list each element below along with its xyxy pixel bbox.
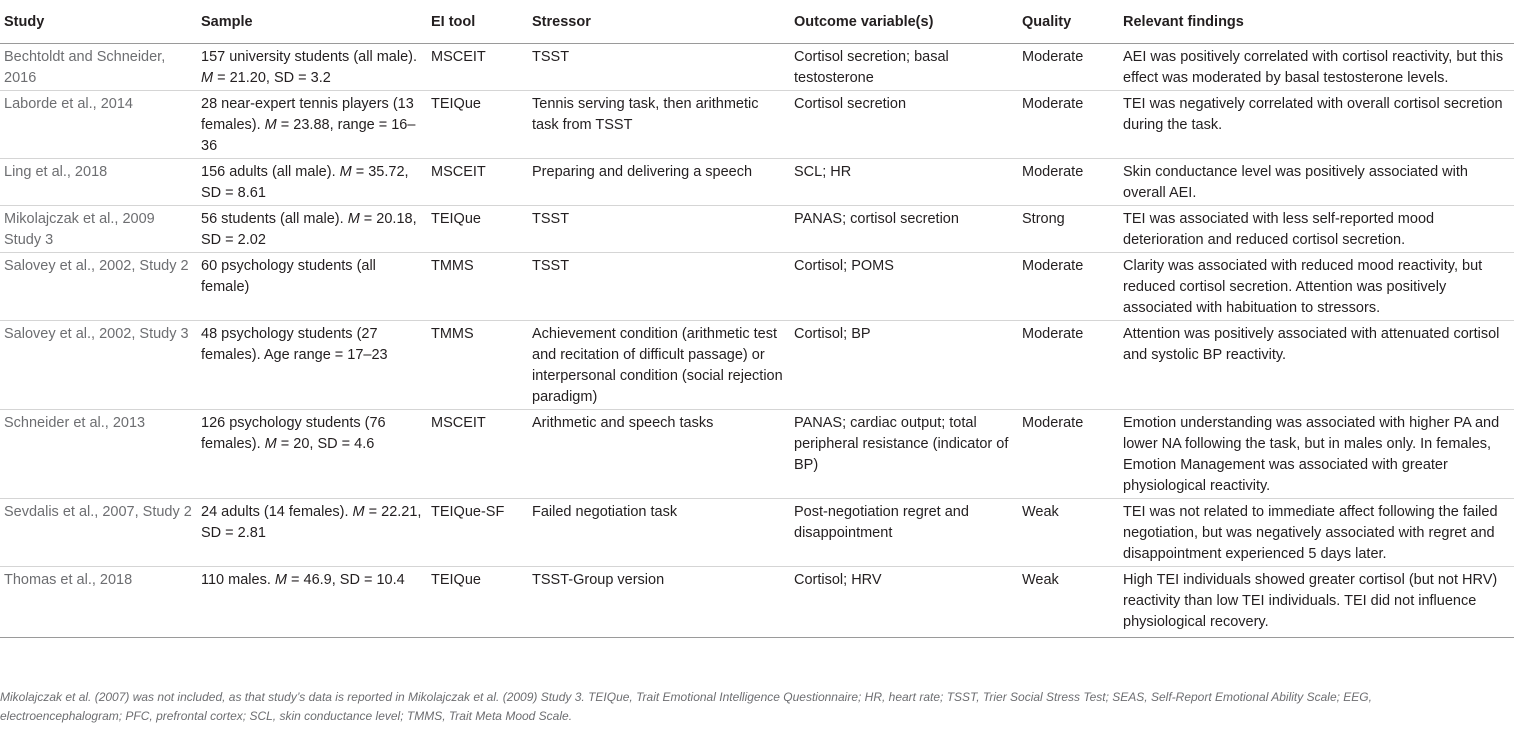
cell-quality: Moderate bbox=[1018, 321, 1119, 410]
cell-sample: 157 university students (all male). M = 21.20, SD = 3.2 bbox=[197, 44, 427, 91]
table-body bbox=[0, 44, 1514, 638]
cell-quality: Weak bbox=[1018, 499, 1119, 567]
cell-ei-tool: MSCEIT bbox=[427, 44, 528, 91]
cell-findings: TEI was not related to immediate affect following the failed negotiation, but was negatively associated with regret and disappointment experienced 5 days later. bbox=[1119, 499, 1514, 567]
cell-ei-tool: TMMS bbox=[427, 253, 528, 321]
cell-ei-tool: TEIQue bbox=[427, 567, 528, 638]
cell-stressor: TSST bbox=[528, 206, 790, 253]
cell-quality: Moderate bbox=[1018, 410, 1119, 499]
cell-findings: TEI was negatively correlated with overall cortisol secretion during the task. bbox=[1119, 91, 1514, 159]
cell-sample: 156 adults (all male). M = 35.72, SD = 8.61 bbox=[197, 159, 427, 206]
cell-outcome: Cortisol secretion; basal testosterone bbox=[790, 44, 1018, 91]
mean-symbol: M bbox=[339, 164, 352, 180]
header-sample: Sample bbox=[197, 2, 427, 44]
cell-ei-tool: MSCEIT bbox=[427, 159, 528, 206]
cell-sample: 24 adults (14 females). M = 22.21, SD = 2.81 bbox=[197, 499, 427, 567]
cell-findings: AEI was positively correlated with cortisol reactivity, but this effect was moderated by basal testosterone levels. bbox=[1119, 44, 1514, 91]
cell-findings: Skin conductance level was positively associated with overall AEI. bbox=[1119, 159, 1514, 206]
cell-stressor: Achievement condition (arithmetic test and recitation of difficult passage) or interpersonal condition (social rejection paradigm) bbox=[528, 321, 790, 410]
table-row bbox=[0, 91, 1514, 159]
cell-outcome: Cortisol secretion bbox=[790, 91, 1018, 159]
cell-study: Mikolajczak et al., 2009 Study 3 bbox=[0, 206, 197, 253]
cell-outcome: Post-negotiation regret and disappointment bbox=[790, 499, 1018, 567]
header-stressor: Stressor bbox=[528, 2, 790, 44]
cell-stressor: Failed negotiation task bbox=[528, 499, 790, 567]
cell-sample: 126 psychology students (76 females). M = 20, SD = 4.6 bbox=[197, 410, 427, 499]
cell-outcome: Cortisol; HRV bbox=[790, 567, 1018, 638]
cell-ei-tool: TEIQue bbox=[427, 91, 528, 159]
table-row bbox=[0, 253, 1514, 321]
cell-ei-tool: TMMS bbox=[427, 321, 528, 410]
cell-study: Thomas et al., 2018 bbox=[0, 567, 197, 638]
header-outcome: Outcome variable(s) bbox=[790, 2, 1018, 44]
header-quality: Quality bbox=[1018, 2, 1119, 44]
cell-study: Laborde et al., 2014 bbox=[0, 91, 197, 159]
mean-symbol: M bbox=[201, 70, 214, 86]
table-row bbox=[0, 499, 1514, 567]
cell-study: Schneider et al., 2013 bbox=[0, 410, 197, 499]
header-ei-tool: EI tool bbox=[427, 2, 528, 44]
mean-symbol: M bbox=[347, 211, 360, 227]
table-row bbox=[0, 321, 1514, 410]
cell-sample: 56 students (all male). M = 20.18, SD = 2.02 bbox=[197, 206, 427, 253]
cell-findings: Attention was positively associated with attenuated cortisol and systolic BP reactivity. bbox=[1119, 321, 1514, 410]
cell-sample: 28 near-expert tennis players (13 females). M = 23.88, range = 16–36 bbox=[197, 91, 427, 159]
cell-quality: Moderate bbox=[1018, 91, 1119, 159]
header-row bbox=[0, 2, 1514, 44]
cell-findings: High TEI individuals showed greater cortisol (but not HRV) reactivity than low TEI individuals. TEI did not influence physiological recovery. bbox=[1119, 567, 1514, 638]
cell-outcome: Cortisol; POMS bbox=[790, 253, 1018, 321]
cell-study: Salovey et al., 2002, Study 2 bbox=[0, 253, 197, 321]
cell-findings: Emotion understanding was associated with higher PA and lower NA following the task, but in males only. In females, Emotion Management was associated with greater physiological reactivity. bbox=[1119, 410, 1514, 499]
table-row bbox=[0, 159, 1514, 206]
header-study: Study bbox=[0, 2, 197, 44]
table-row bbox=[0, 44, 1514, 91]
table-row bbox=[0, 567, 1514, 638]
cell-sample: 110 males. M = 46.9, SD = 10.4 bbox=[197, 567, 427, 638]
cell-sample: 48 psychology students (27 females). Age range = 17–23 bbox=[197, 321, 427, 410]
cell-outcome: PANAS; cardiac output; total peripheral resistance (indicator of BP) bbox=[790, 410, 1018, 499]
cell-stressor: TSST-Group version bbox=[528, 567, 790, 638]
cell-ei-tool: MSCEIT bbox=[427, 410, 528, 499]
header-findings: Relevant findings bbox=[1119, 2, 1514, 44]
cell-study: Sevdalis et al., 2007, Study 2 bbox=[0, 499, 197, 567]
cell-findings: TEI was associated with less self-reported mood deterioration and reduced cortisol secretion. bbox=[1119, 206, 1514, 253]
cell-quality: Moderate bbox=[1018, 44, 1119, 91]
table-footnote: Mikolajczak et al. (2007) was not included, as that study’s data is reported in Mikolajczak et al. (2009) Study 3. TEIQue, Trait Emotional Intelligence Questionnaire; HR, heart rate; TSST, Trier Social Stress Test; SEAS, Self-Report Emotional Ability Scale; EEG, electroencephalogram; PFC, prefrontal cortex; SCL, skin conductance level; TMMS, Trait Meta Mood Scale. bbox=[0, 690, 1372, 723]
cell-ei-tool: TEIQue bbox=[427, 206, 528, 253]
mean-symbol: M bbox=[264, 436, 277, 452]
table-row bbox=[0, 206, 1514, 253]
cell-stressor: Tennis serving task, then arithmetic task from TSST bbox=[528, 91, 790, 159]
cell-stressor: Arithmetic and speech tasks bbox=[528, 410, 790, 499]
studies-table bbox=[0, 2, 1514, 638]
table-row bbox=[0, 410, 1514, 499]
cell-quality: Strong bbox=[1018, 206, 1119, 253]
cell-quality: Moderate bbox=[1018, 159, 1119, 206]
mean-symbol: M bbox=[352, 504, 365, 520]
cell-outcome: Cortisol; BP bbox=[790, 321, 1018, 410]
cell-outcome: SCL; HR bbox=[790, 159, 1018, 206]
mean-symbol: M bbox=[264, 117, 277, 133]
cell-quality: Moderate bbox=[1018, 253, 1119, 321]
table-header bbox=[0, 2, 1514, 44]
cell-study: Salovey et al., 2002, Study 3 bbox=[0, 321, 197, 410]
cell-stressor: Preparing and delivering a speech bbox=[528, 159, 790, 206]
cell-ei-tool: TEIQue-SF bbox=[427, 499, 528, 567]
mean-symbol: M bbox=[274, 572, 287, 588]
cell-quality: Weak bbox=[1018, 567, 1119, 638]
cell-study: Bechtoldt and Schneider, 2016 bbox=[0, 44, 197, 91]
cell-stressor: TSST bbox=[528, 44, 790, 91]
cell-outcome: PANAS; cortisol secretion bbox=[790, 206, 1018, 253]
cell-findings: Clarity was associated with reduced mood reactivity, but reduced cortisol secretion. Attention was positively associated with habituation to stressors. bbox=[1119, 253, 1514, 321]
cell-stressor: TSST bbox=[528, 253, 790, 321]
cell-sample: 60 psychology students (all female) bbox=[197, 253, 427, 321]
cell-study: Ling et al., 2018 bbox=[0, 159, 197, 206]
